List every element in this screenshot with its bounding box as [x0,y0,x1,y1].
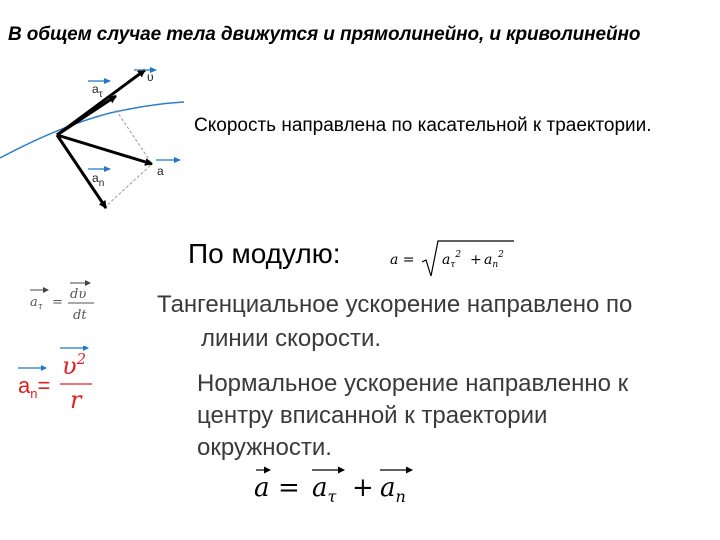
tangential-text-line: Тангенциальное ускорение направлено по [157,291,633,318]
normal-formula-denominator: r [70,386,82,414]
sum-term-n: $a_n$ [380,473,406,506]
normal-acceleration-formula [14,346,114,418]
normal-text-line: центру вписанной к траектории [197,402,548,429]
tangential-formula-eq: = [52,295,63,310]
normal-acceleration-text [197,368,628,464]
normal-label: $a_n$ [92,171,105,189]
modulus-plus: + [470,252,482,268]
speed-direction-text: Скорость направлена по касательной к траектории. [194,115,652,136]
tangential-formula-lhs: $a_\tau$ [30,295,43,312]
normal-text-line: Нормальное ускорение направленно к [197,370,629,397]
modulus-term-tau: $a_\tau^2$ [442,250,462,270]
modulus-term-n: $a_n^2$ [484,250,504,270]
tangential-formula-denominator: dt [73,308,87,323]
total-acceleration-vector [57,135,152,164]
dashed-projection-line [104,164,152,208]
tangential-formula [26,278,106,328]
tangential-acceleration-vector [57,96,116,135]
total-acceleration-label: a [157,164,164,178]
tangential-formula-numerator: dυ [70,287,87,302]
sum-term-tau: $a_\tau$ [312,473,337,506]
modulus-formula [386,238,526,280]
acceleration-sum-formula [246,460,436,512]
modulus-label: По модулю: [188,238,341,269]
sum-lhs: a [254,473,270,503]
normal-formula-lhs: $a_n=$ [18,373,51,401]
modulus-lhs: a = [390,252,415,268]
velocity-label: υ [147,70,154,84]
kinematics-diagram [0,60,190,220]
tangential-text-line: линии скорости. [201,325,382,352]
normal-text-line: окружности. [197,434,332,461]
slide-title: В общем случае тела движутся и прямолинейно, и криволинейно [8,24,641,45]
sum-eq: = [278,473,300,503]
normal-formula-numerator: $\upsilon^2$ [62,350,87,380]
tangential-label: $a_\tau$ [92,82,103,100]
sum-plus: + [352,473,374,503]
tangential-acceleration-text [157,288,632,356]
